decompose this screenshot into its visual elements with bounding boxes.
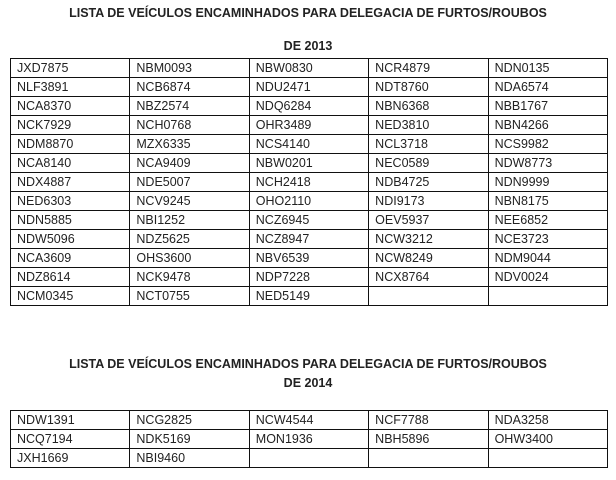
plate-cell: NBW0201 (249, 154, 368, 173)
plate-cell: NED5149 (249, 287, 368, 306)
plate-cell: NCA3609 (11, 249, 130, 268)
plate-cell: OEV5937 (369, 211, 488, 230)
plate-cell: JXD7875 (11, 59, 130, 78)
year-2013: DE 2013 (283, 39, 333, 53)
plate-cell (369, 287, 488, 306)
table-row (11, 135, 608, 154)
plate-cell: NCT0755 (130, 287, 249, 306)
plate-cell: NBZ2574 (130, 97, 249, 116)
plate-cell: NDW1391 (11, 411, 130, 430)
plate-cell: NDW5096 (11, 230, 130, 249)
plate-cell: OHO2110 (249, 192, 368, 211)
title-2014: LISTA DE VEÍCULOS ENCAMINHADOS PARA DELEGACIA DE FURTOS/ROUBOS (69, 357, 547, 371)
table-row (11, 211, 608, 230)
plate-cell: NCS4140 (249, 135, 368, 154)
plate-cell: NLF3891 (11, 78, 130, 97)
plate-cell (488, 449, 607, 468)
plate-cell: NDN9999 (488, 173, 607, 192)
table-row (11, 173, 608, 192)
plate-cell: NBI9460 (130, 449, 249, 468)
plate-cell: NCA9409 (130, 154, 249, 173)
plate-cell: NBM0093 (130, 59, 249, 78)
plate-cell: NCA8140 (11, 154, 130, 173)
plate-cell: NDQ6284 (249, 97, 368, 116)
plate-cell: NCR4879 (369, 59, 488, 78)
plate-cell: NCW8249 (369, 249, 488, 268)
plate-cell: NBB1767 (488, 97, 607, 116)
plate-cell: NDN5885 (11, 211, 130, 230)
plate-cell: MON1936 (249, 430, 368, 449)
table-row (11, 449, 608, 468)
plate-cell: NEC0589 (369, 154, 488, 173)
table-row (11, 430, 608, 449)
plate-cell: NDM8870 (11, 135, 130, 154)
table-row (11, 97, 608, 116)
plate-cell: NCZ6945 (249, 211, 368, 230)
plate-cell: OHS3600 (130, 249, 249, 268)
plate-cell: NDB4725 (369, 173, 488, 192)
table-row (11, 78, 608, 97)
plate-cell: NBV6539 (249, 249, 368, 268)
plate-cell (369, 449, 488, 468)
plate-cell: NCH0768 (130, 116, 249, 135)
vehicle-table-2013 (10, 58, 608, 306)
plate-cell: NCF7788 (369, 411, 488, 430)
plate-cell: NCH2418 (249, 173, 368, 192)
plate-cell: NCZ8947 (249, 230, 368, 249)
table-row (11, 154, 608, 173)
plate-cell: JXH1669 (11, 449, 130, 468)
plate-cell: NBN4266 (488, 116, 607, 135)
plate-cell: NDU2471 (249, 78, 368, 97)
plate-cell: NCA8370 (11, 97, 130, 116)
plate-cell: NDX4887 (11, 173, 130, 192)
table-row (11, 59, 608, 78)
plate-cell: NCV9245 (130, 192, 249, 211)
plate-cell (488, 287, 607, 306)
table-row (11, 411, 608, 430)
plate-cell: NDZ8614 (11, 268, 130, 287)
plate-cell: NDZ5625 (130, 230, 249, 249)
plate-cell: NBW0830 (249, 59, 368, 78)
plate-cell: NBN8175 (488, 192, 607, 211)
plate-cell: NEE6852 (488, 211, 607, 230)
plate-cell: NDI9173 (369, 192, 488, 211)
plate-cell: NBI1252 (130, 211, 249, 230)
plate-cell: NCW3212 (369, 230, 488, 249)
plate-cell: NDW8773 (488, 154, 607, 173)
vehicle-table-2014 (10, 410, 608, 468)
plate-cell: NCK9478 (130, 268, 249, 287)
plate-cell: NBH5896 (369, 430, 488, 449)
plate-cell: NDK5169 (130, 430, 249, 449)
plate-cell: NCW4544 (249, 411, 368, 430)
plate-cell: NCK7929 (11, 116, 130, 135)
plate-cell: NED6303 (11, 192, 130, 211)
plate-cell: NCM0345 (11, 287, 130, 306)
plate-cell: NDE5007 (130, 173, 249, 192)
plate-cell (249, 449, 368, 468)
plate-cell: NDV0024 (488, 268, 607, 287)
plate-cell: MZX6335 (130, 135, 249, 154)
year-2014: DE 2014 (283, 376, 333, 390)
plate-cell: NBN6368 (369, 97, 488, 116)
plate-cell: NDP7228 (249, 268, 368, 287)
plate-cell: OHR3489 (249, 116, 368, 135)
table-row (11, 287, 608, 306)
table-row (11, 230, 608, 249)
plate-cell: NDA6574 (488, 78, 607, 97)
plate-cell: NCE3723 (488, 230, 607, 249)
plate-cell: NDN0135 (488, 59, 607, 78)
title-2013: LISTA DE VEÍCULOS ENCAMINHADOS PARA DELEGACIA DE FURTOS/ROUBOS (69, 6, 547, 20)
table-row (11, 268, 608, 287)
plate-cell: NCQ7194 (11, 430, 130, 449)
plate-cell: NDT8760 (369, 78, 488, 97)
table-row (11, 192, 608, 211)
plate-cell: NCG2825 (130, 411, 249, 430)
table-row (11, 116, 608, 135)
plate-cell: NDM9044 (488, 249, 607, 268)
plate-cell: NCX8764 (369, 268, 488, 287)
table-row (11, 249, 608, 268)
plate-cell: NCS9982 (488, 135, 607, 154)
plate-cell: NED3810 (369, 116, 488, 135)
plate-cell: NCL3718 (369, 135, 488, 154)
plate-cell: NCB6874 (130, 78, 249, 97)
plate-cell: OHW3400 (488, 430, 607, 449)
plate-cell: NDA3258 (488, 411, 607, 430)
